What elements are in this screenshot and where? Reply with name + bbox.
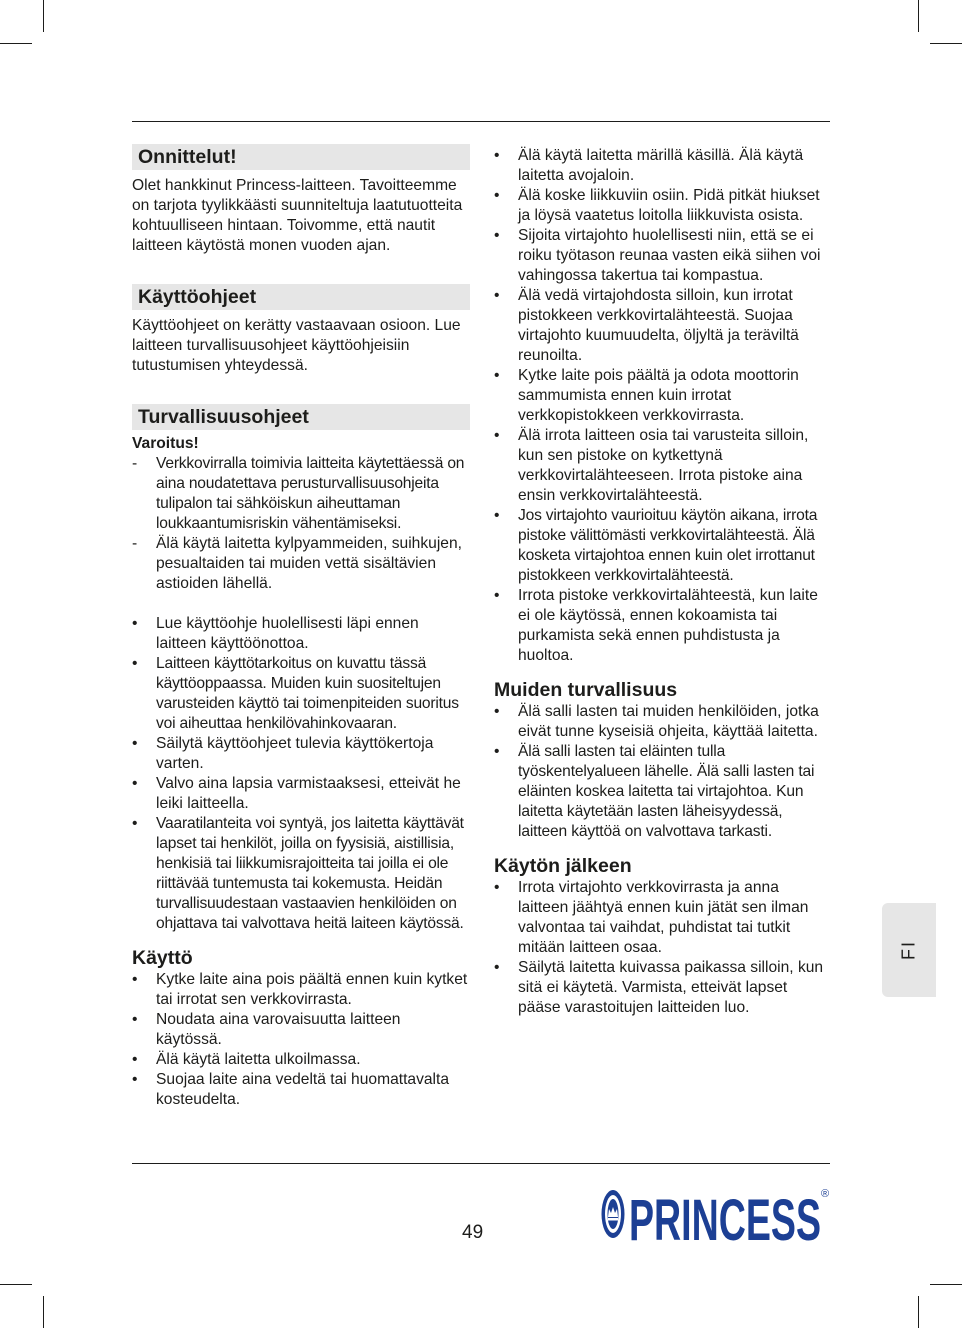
list-item-text: Kytke laite pois päältä ja odota moottorin sammumista ennen kuin irrotat verkkopistokkeen verkkovirrasta. <box>518 367 799 424</box>
usage-heading: Käyttö <box>132 947 193 969</box>
bullet-marker: • <box>494 743 500 760</box>
list-item <box>494 878 830 958</box>
list-item-text: Älä salli lasten tai muiden henkilöiden, jotka eivät tunne kyseisiä ohjeita, käyttää laitetta. <box>518 703 819 740</box>
list-item <box>132 1070 470 1110</box>
list-item-text: Lue käyttöohje huolellisesti läpi ennen laitteen käyttöönottoa. <box>156 615 419 652</box>
list-item-text: Noudata aina varovaisuutta laitteen käytössä. <box>156 1011 401 1048</box>
crown-emblem-icon <box>602 1190 625 1238</box>
list-item <box>132 970 470 1010</box>
list-item-text: Kytke laite aina pois päältä ennen kuin kytket tai irrotat sen verkkovirrasta. <box>156 971 468 1008</box>
manual-text: Käyttöohjeet on kerätty vastaavaan osioon. Lue laitteen turvallisuusohjeet käyttöohjeisiin tutustumisen yhteydessä. <box>132 317 461 374</box>
list-item-text: Sijoita virtajohto huolellisesti niin, että se ei roiku työtason reunaa vasten eikä siihen voi vahingossa takertua tai kompastua. <box>518 227 821 284</box>
crop-mark <box>43 1296 44 1328</box>
bullet-marker: • <box>494 287 500 304</box>
princess-logo <box>600 1184 832 1244</box>
bullet-marker: • <box>494 427 500 444</box>
list-item-text: Älä vedä virtajohdosta silloin, kun irrotat pistokkeen verkkovirtalähteestä. Suojaa virtajohto kuumuudelta, öljyltä ja teräviltä reunoilta. <box>518 287 799 364</box>
bullet-marker: • <box>494 147 500 164</box>
language-tab-label: FI <box>898 940 919 960</box>
others-safety-heading: Muiden turvallisuus <box>494 679 678 701</box>
list-item <box>132 814 470 934</box>
bullet-marker: • <box>494 367 500 384</box>
list-item <box>494 586 830 666</box>
warning-label: Varoitus! <box>132 435 199 452</box>
intro-heading: Onnittelut! <box>132 144 470 170</box>
list-item <box>494 506 830 586</box>
list-item-text: Irrota pistoke verkkovirtalähteestä, kun laite ei ole käytössä, ennen kokoamista tai purkamista sekä ennen puhdistusta ja huoltoa. <box>518 587 818 664</box>
list-item <box>494 226 830 286</box>
list-item-text: Jos virtajohto vaurioituu käytön aikana, irrota pistoke välittömästi verkkovirtalähteestä. Älä kosketa virtajohtoa ennen kuin olet irrottanut pistokkeen verkkovirtalähteestä. <box>518 507 818 584</box>
list-item <box>132 454 470 534</box>
list-item-text: Valvo aina lapsia varmistaaksesi, etteivät he leiki laitteella. <box>156 775 461 812</box>
language-tab <box>882 903 936 997</box>
bullet-marker: • <box>132 1011 138 1028</box>
list-item-text: Vaaratilanteita voi syntyä, jos laitetta käyttävät lapset tai henkilöt, joilla on fyysisiä, aistillisia, henkisiä tai liikkumisrajoitteita tai joilla ei ole riittävää tuntemusta tai kokemusta. Heidän turvallisuudestaan vastaavien henkilöiden on ohjattava tai valvottava heitä laiteen käytössä. <box>156 815 464 932</box>
bottom-rule <box>132 1163 830 1164</box>
bullet-marker: • <box>494 587 500 604</box>
warning-list <box>132 454 470 594</box>
bullet-marker: • <box>494 959 500 976</box>
registered-mark: ® <box>821 1188 830 1200</box>
list-item-text: Älä salli lasten tai eläinten tulla työskentelyalueen lähelle. Älä salli lasten tai eläinten koskea laitetta tai virtajohtoa. Kun laitetta käytetään lasten läheisyydessä, laitteen käyttöä on valvottava tarkasti. <box>518 743 815 840</box>
list-item <box>132 614 470 654</box>
list-item-text: Säilytä laitetta kuivassa paikassa silloin, kun sitä ei käytetä. Varmista, etteivät lapset pääse varastoitujen laitteiden luo. <box>518 959 824 1016</box>
list-item <box>132 1010 470 1050</box>
dash-marker: - <box>132 455 138 472</box>
usage-list <box>132 970 470 1110</box>
crop-mark <box>930 43 962 44</box>
list-item-text: Suojaa laite aina vedeltä tai huomattavalta kosteudelta. <box>156 1071 450 1108</box>
others-safety-list <box>494 702 830 842</box>
manual-heading: Käyttöohjeet <box>132 284 470 310</box>
list-item <box>494 742 830 842</box>
intro-text: Olet hankkinut Princess-laitteen. Tavoitteemme on tarjota tyylikkäästi suunniteltuja laatutuotteita kohtuulliseen hintaan. Toivomme, että nautit laitteen käytöstä monen vuoden ajan. <box>132 177 463 254</box>
page-number: 49 <box>462 1222 484 1243</box>
list-item <box>494 426 830 506</box>
bullet-marker: • <box>494 879 500 896</box>
bullet-marker: • <box>132 1071 138 1088</box>
after-use-heading: Käytön jälkeen <box>494 855 632 877</box>
top-rule <box>132 121 830 122</box>
warning-text: Verkkovirralla toimivia laitteita käytettäessä on aina noudatettava perusturvallisuusohjeita tulipalon tai sähköiskun aiheuttaman loukkaantumisriskin vähentämiseksi. <box>156 455 465 532</box>
left-column <box>132 144 470 1110</box>
list-item <box>494 958 830 1018</box>
crop-mark <box>0 43 32 44</box>
brand-wordmark: PRINCESS <box>629 1188 821 1244</box>
crop-mark <box>43 0 44 32</box>
list-item-text: Älä irrota laitteen osia tai varusteita silloin, kun sen pistoke on kytkettynä verkkovirtalähteeseen. Irrota pistoke aina ensin verkkovirtalähteestä. <box>518 427 809 504</box>
bullet-marker: • <box>132 971 138 988</box>
bullet-marker: • <box>132 775 138 792</box>
list-item-text: Älä koske liikkuviin osiin. Pidä pitkät hiukset ja löysä vaatetus loitolla liikkuvista osista. <box>518 187 820 224</box>
right-column <box>494 146 830 1018</box>
bullet-marker: • <box>494 507 500 524</box>
after-use-list <box>494 878 830 1018</box>
crop-mark <box>918 1296 919 1328</box>
list-item <box>494 146 830 186</box>
list-item-text: Irrota virtajohto verkkovirrasta ja anna laitteen jäähtyä ennen kuin jätät sen ilman valvontaa tai vaihdat, puhdistat tai tutkit mitään laitteen osaa. <box>518 879 809 956</box>
safety-heading: Turvallisuusohjeet <box>132 404 470 430</box>
crop-mark <box>930 1284 962 1285</box>
list-item <box>494 286 830 366</box>
list-item <box>494 366 830 426</box>
list-item <box>132 734 470 774</box>
bullet-marker: • <box>494 703 500 720</box>
bullet-marker: • <box>132 735 138 752</box>
crop-mark <box>0 1284 32 1285</box>
list-item <box>494 702 830 742</box>
list-item-text: Säilytä käyttöohjeet tulevia käyttökertoja varten. <box>156 735 434 772</box>
bullet-marker: • <box>132 1051 138 1068</box>
bullet-marker: • <box>494 227 500 244</box>
crop-mark <box>918 0 919 32</box>
dash-marker: - <box>132 535 138 552</box>
list-item-text: Älä käytä laitetta ulkoilmassa. <box>156 1051 361 1068</box>
list-item-text: Älä käytä laitetta märillä käsillä. Älä käytä laitetta avojaloin. <box>518 147 804 184</box>
list-item <box>494 186 830 226</box>
list-item <box>132 774 470 814</box>
usage-list-continued <box>494 146 830 666</box>
bullet-marker: • <box>494 187 500 204</box>
list-item <box>132 654 470 734</box>
list-item <box>132 1050 470 1070</box>
list-item <box>132 534 470 594</box>
warning-text: Älä käytä laitetta kylpyammeiden, suihkujen, pesualtaiden tai muiden vettä sisältävien astioiden lähellä. <box>156 535 462 592</box>
list-item-text: Laitteen käyttötarkoitus on kuvattu tässä käyttöoppaassa. Muiden kuin suositeltujen varusteiden käyttö tai toimenpiteiden suoritus voi aiheuttaa henkilövahinkovaaran. <box>156 655 459 732</box>
bullet-marker: • <box>132 655 138 672</box>
bullet-marker: • <box>132 615 138 632</box>
safety-list <box>132 614 470 934</box>
bullet-marker: • <box>132 815 138 832</box>
